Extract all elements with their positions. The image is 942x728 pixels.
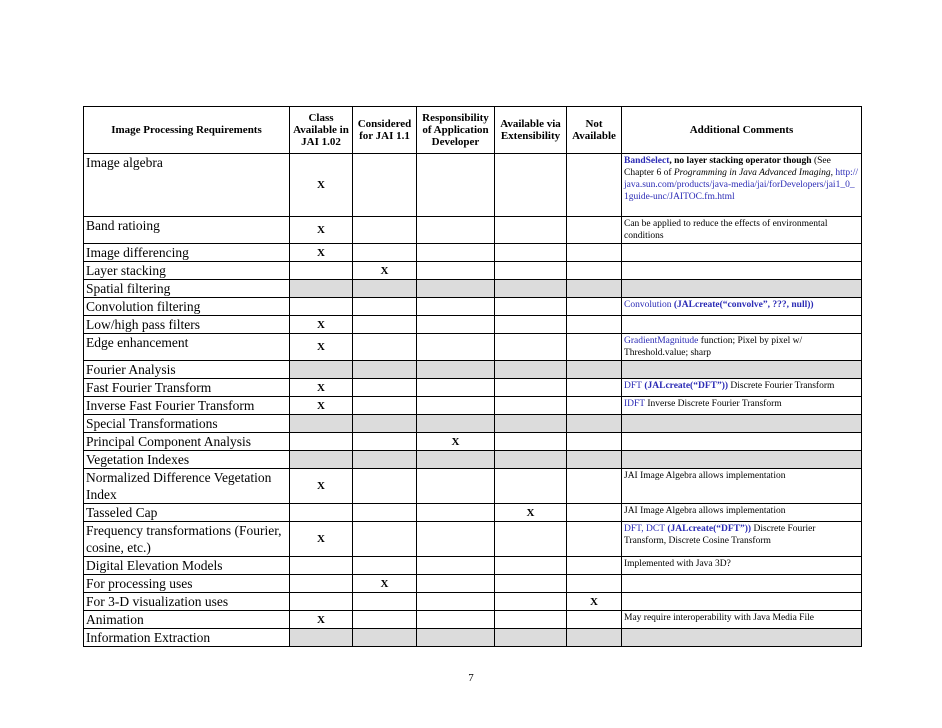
url-link[interactable]: http://java.sun.com/products/java-media/jai/forDevelopers/jai1_0_1guide-unc/JAITOC.fm.html [624, 168, 859, 202]
requirement-name: Tasseled Cap [84, 504, 290, 522]
mark-class-available: X [290, 316, 353, 334]
category-row [84, 451, 862, 469]
mark-class-available: X [290, 397, 353, 415]
category-name: Spatial filtering [84, 280, 290, 298]
requirement-name: Digital Elevation Models [84, 557, 290, 575]
operator-link[interactable]: IDFT [624, 399, 645, 409]
requirement-name: Inverse Fast Fourier Transform [84, 397, 290, 415]
table-row [84, 522, 862, 557]
requirement-name: Image differencing [84, 244, 290, 262]
operator-link[interactable]: DFT, DCT [624, 524, 665, 534]
comment-cell: GradientMagnitude function; Pixel by pixel w/ Threshold.value; sharp [622, 334, 862, 361]
requirement-name: For 3-D visualization uses [84, 593, 290, 611]
mark-class-available: X [290, 154, 353, 217]
category-row [84, 361, 862, 379]
operator-link[interactable]: GradientMagnitude [624, 336, 699, 346]
category-name: Vegetation Indexes [84, 451, 290, 469]
requirement-name: For processing uses [84, 575, 290, 593]
requirement-name: Low/high pass filters [84, 316, 290, 334]
header-not-available: Not Available [567, 107, 622, 154]
table-row [84, 244, 862, 262]
table-row [84, 575, 862, 593]
table-row [84, 316, 862, 334]
comment-cell: JAI Image Algebra allows implementation [622, 504, 862, 522]
table-row [84, 262, 862, 280]
mark-extensibility: X [495, 504, 567, 522]
requirement-name: Convolution filtering [84, 298, 290, 316]
requirement-name: Normalized Difference Vegetation Index [84, 469, 290, 504]
header-responsibility: Responsibility of Application Developer [417, 107, 495, 154]
requirement-name: Layer stacking [84, 262, 290, 280]
mark-responsibility: X [417, 433, 495, 451]
requirement-name: Principal Component Analysis [84, 433, 290, 451]
operator-link[interactable]: DFT [624, 381, 642, 391]
header-extensibility: Available via Extensibility [495, 107, 567, 154]
requirement-name: Edge enhancement [84, 334, 290, 361]
comment-cell: DFT (JALcreate(“DFT”)) Discrete Fourier Transform [622, 379, 862, 397]
comment-cell: BandSelect, no layer stacking operator though (See Chapter 6 of Programming in Java Advanced Imaging, http://java.sun.com/products/java-media/jai/forDevelopers/jai1_0_1guide-unc/JAITOC.fm.html [622, 154, 862, 217]
mark-class-available: X [290, 611, 353, 629]
comment-cell: Implemented with Java 3D? [622, 557, 862, 575]
header-considered: Considered for JAI 1.1 [353, 107, 417, 154]
category-name: Fourier Analysis [84, 361, 290, 379]
requirement-name: Fast Fourier Transform [84, 379, 290, 397]
mark-class-available: X [290, 217, 353, 244]
requirement-name: Animation [84, 611, 290, 629]
header-row [84, 107, 862, 154]
table-row [84, 298, 862, 316]
comment-cell: JAI Image Algebra allows implementation [622, 469, 862, 504]
mark-considered: X [353, 262, 417, 280]
mark-not-available: X [567, 593, 622, 611]
table-row [84, 593, 862, 611]
requirement-name: Frequency transformations (Fourier, cosine, etc.) [84, 522, 290, 557]
category-row [84, 415, 862, 433]
requirement-name: Image algebra [84, 154, 290, 217]
mark-class-available: X [290, 334, 353, 361]
table-row [84, 379, 862, 397]
table-row [84, 469, 862, 504]
category-row [84, 280, 862, 298]
header-requirements: Image Processing Requirements [84, 107, 290, 154]
table-row [84, 397, 862, 415]
category-name: Special Transformations [84, 415, 290, 433]
mark-class-available: X [290, 522, 353, 557]
table-row [84, 154, 862, 217]
comment-cell: DFT, DCT (JALcreate(“DFT”)) Discrete Fourier Transform, Discrete Cosine Transform [622, 522, 862, 557]
category-row [84, 629, 862, 647]
table-row [84, 217, 862, 244]
table-row [84, 557, 862, 575]
mark-class-available: X [290, 379, 353, 397]
mark-class-available: X [290, 469, 353, 504]
comment-cell: May require interoperability with Java Media File [622, 611, 862, 629]
requirement-name: Band ratioing [84, 217, 290, 244]
operator-link[interactable]: Convolution [624, 300, 672, 310]
category-name: Information Extraction [84, 629, 290, 647]
header-comments: Additional Comments [622, 107, 862, 154]
comment-cell: Can be applied to reduce the effects of environmental conditions [622, 217, 862, 244]
comment-cell: IDFT Inverse Discrete Fourier Transform [622, 397, 862, 415]
header-class-available: Class Available in JAI 1.02 [290, 107, 353, 154]
mark-considered: X [353, 575, 417, 593]
table-row [84, 611, 862, 629]
table-row [84, 334, 862, 361]
table-row [84, 504, 862, 522]
requirements-table [83, 106, 862, 647]
page-number: 7 [468, 672, 474, 684]
operator-link[interactable]: BandSelect [624, 156, 670, 166]
mark-class-available: X [290, 244, 353, 262]
comment-cell: Convolution (JALcreate(“convolve”, ???, null)) [622, 298, 862, 316]
table-row [84, 433, 862, 451]
